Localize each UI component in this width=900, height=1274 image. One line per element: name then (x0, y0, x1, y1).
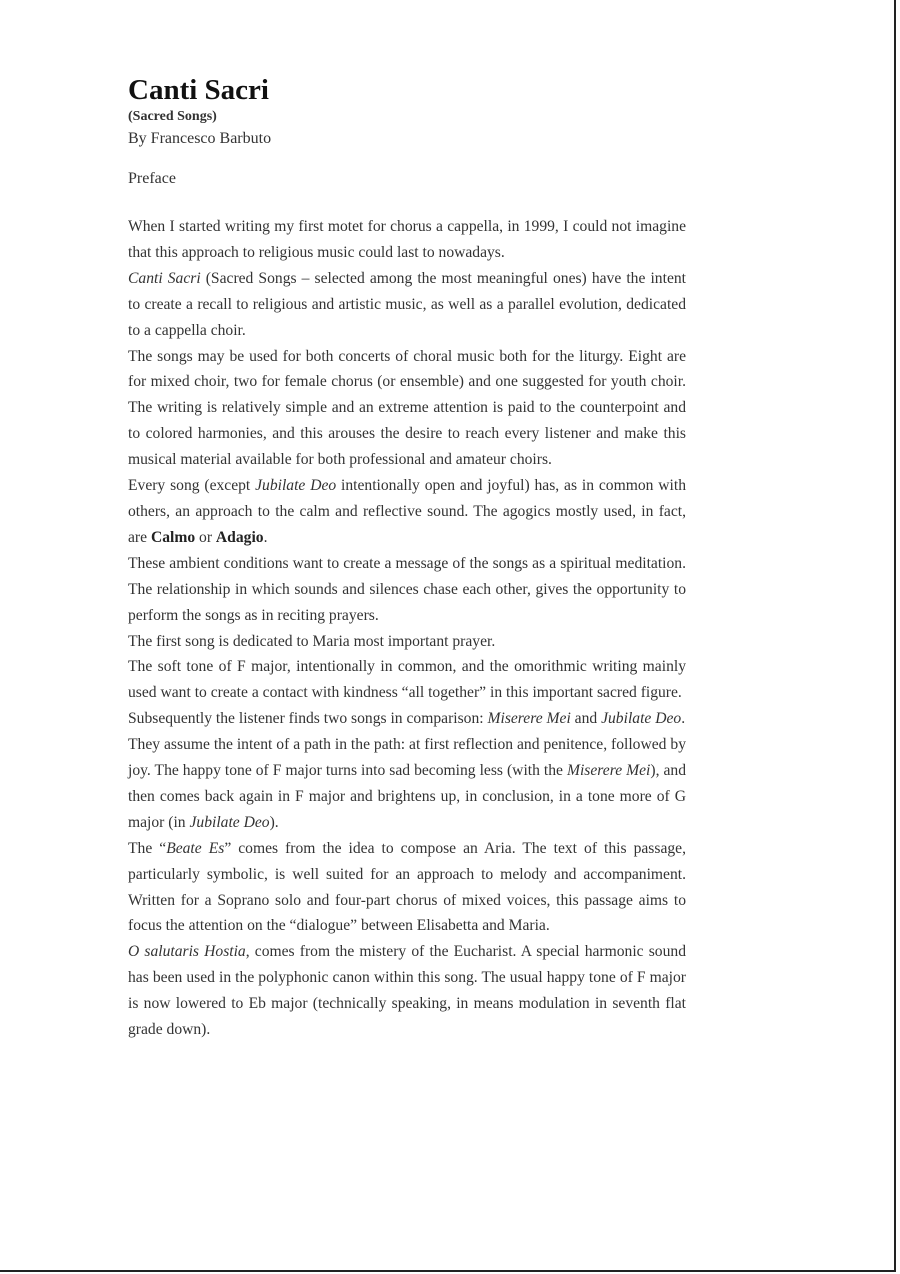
paragraph-text: or (195, 528, 216, 546)
paragraph-text: intentionally open and joyful) has, as in common with others, an approach to the calm and reflective sound. The agogics mostly used, in fact, are (128, 477, 686, 546)
paragraph-text: (Sacred Songs – selected among the most meaningful ones) have the intent to create a recall to religious and artistic music, as well as a parallel evolution, dedicated to a cappella choir. (128, 269, 686, 339)
document-subtitle: (Sacred Songs) (128, 109, 217, 124)
preface-paragraph (128, 266, 686, 344)
preface-paragraph (128, 473, 686, 551)
page-content (128, 72, 686, 1043)
preface-paragraph (128, 214, 686, 266)
preface-paragraph (128, 629, 686, 655)
paragraph-text: , comes from the mistery of the Eucharist. A special harmonic sound has been used in the polyphonic canon within this song. The usual happy tone of F major is now lowered to Eb major (technically speaking, in means modulation in seventh flat grade down). (128, 943, 686, 1039)
document-title: Canti Sacri (128, 74, 269, 106)
italic-title-text: Jubilate Deo (189, 813, 270, 831)
paragraph-text: ), and then comes back again in F major and brightens up, in conclusion, in a tone more of G major (in (128, 762, 686, 831)
preface-paragraph (128, 654, 686, 706)
italic-title-text: Jubilate Deo (601, 710, 682, 728)
italic-title-text: Jubilate Deo (255, 477, 337, 495)
italic-title-text: Canti Sacri (128, 269, 201, 287)
document-author: By Francesco Barbuto (128, 130, 272, 147)
preface-paragraph (128, 732, 686, 836)
paragraph-text: Subsequently the listener finds two songs in comparison: (128, 710, 488, 728)
italic-title-text: O salutaris Hostia (128, 943, 246, 961)
preface-paragraph (128, 706, 686, 732)
preface-paragraph (128, 939, 686, 1043)
paragraph-text: Every song (except (128, 477, 256, 495)
paragraph-text: When I started writing my first motet for chorus a cappella, in 1999, I could not imagine that this approach to religious music could last to nowadays. (128, 218, 686, 261)
paragraph-text: The “ (128, 839, 167, 857)
paragraph-text: These ambient conditions want to create a message of the songs as a spiritual meditation. The relationship in which sounds and silences chase each other, gives the opportunity to perform the songs as in reciting prayers. (128, 554, 686, 624)
bold-tempo-text: Adagio (215, 528, 264, 546)
paragraph-text: ” comes from the idea to compose an Aria. The text of this passage, particularly symbolic, is well suited for an approach to melody and accompaniment. Written for a Soprano solo and four-part chorus of mixed voices, this passage aims to focus the attention on the “dialogue” between Elisabetta and Maria. (128, 839, 686, 935)
paragraph-text: ). (269, 813, 279, 831)
paragraph-text: . (263, 528, 268, 546)
bold-tempo-text: Calmo (150, 528, 196, 546)
paragraph-text: and (570, 710, 602, 728)
paragraph-text: The songs may be used for both concerts of choral music both for the liturgy. Eight are for mixed choir, two for female chorus (or ensemble) and one suggested for youth choir. The writing is relatively simple and an extreme attention is paid to the counterpoint and to colored harmonies, and this arouses the desire to reach every listener and make this musical material available for both professional and amateur choirs. (128, 347, 686, 469)
preface-paragraph (128, 836, 686, 940)
paragraph-text: The soft tone of F major, intentionally in common, and the omorithmic writing mainly used want to create a contact with kindness “all together” in this important sacred figure. (128, 658, 686, 702)
preface-heading: Preface (128, 170, 176, 187)
italic-title-text: Miserere Mei (566, 762, 651, 780)
preface-body (128, 214, 686, 1043)
preface-paragraph (128, 344, 686, 474)
italic-title-text: Miserere Mei (487, 710, 571, 728)
paragraph-text: The first song is dedicated to Maria most important prayer. (128, 632, 496, 650)
italic-title-text: Beate Es (166, 839, 225, 857)
preface-paragraph (128, 551, 686, 629)
paragraph-text: . (681, 710, 686, 728)
paragraph-text: They assume the intent of a path in the path: at first reflection and penitence, followed by joy. The happy tone of F major turns into sad becoming less (with the (128, 736, 686, 780)
